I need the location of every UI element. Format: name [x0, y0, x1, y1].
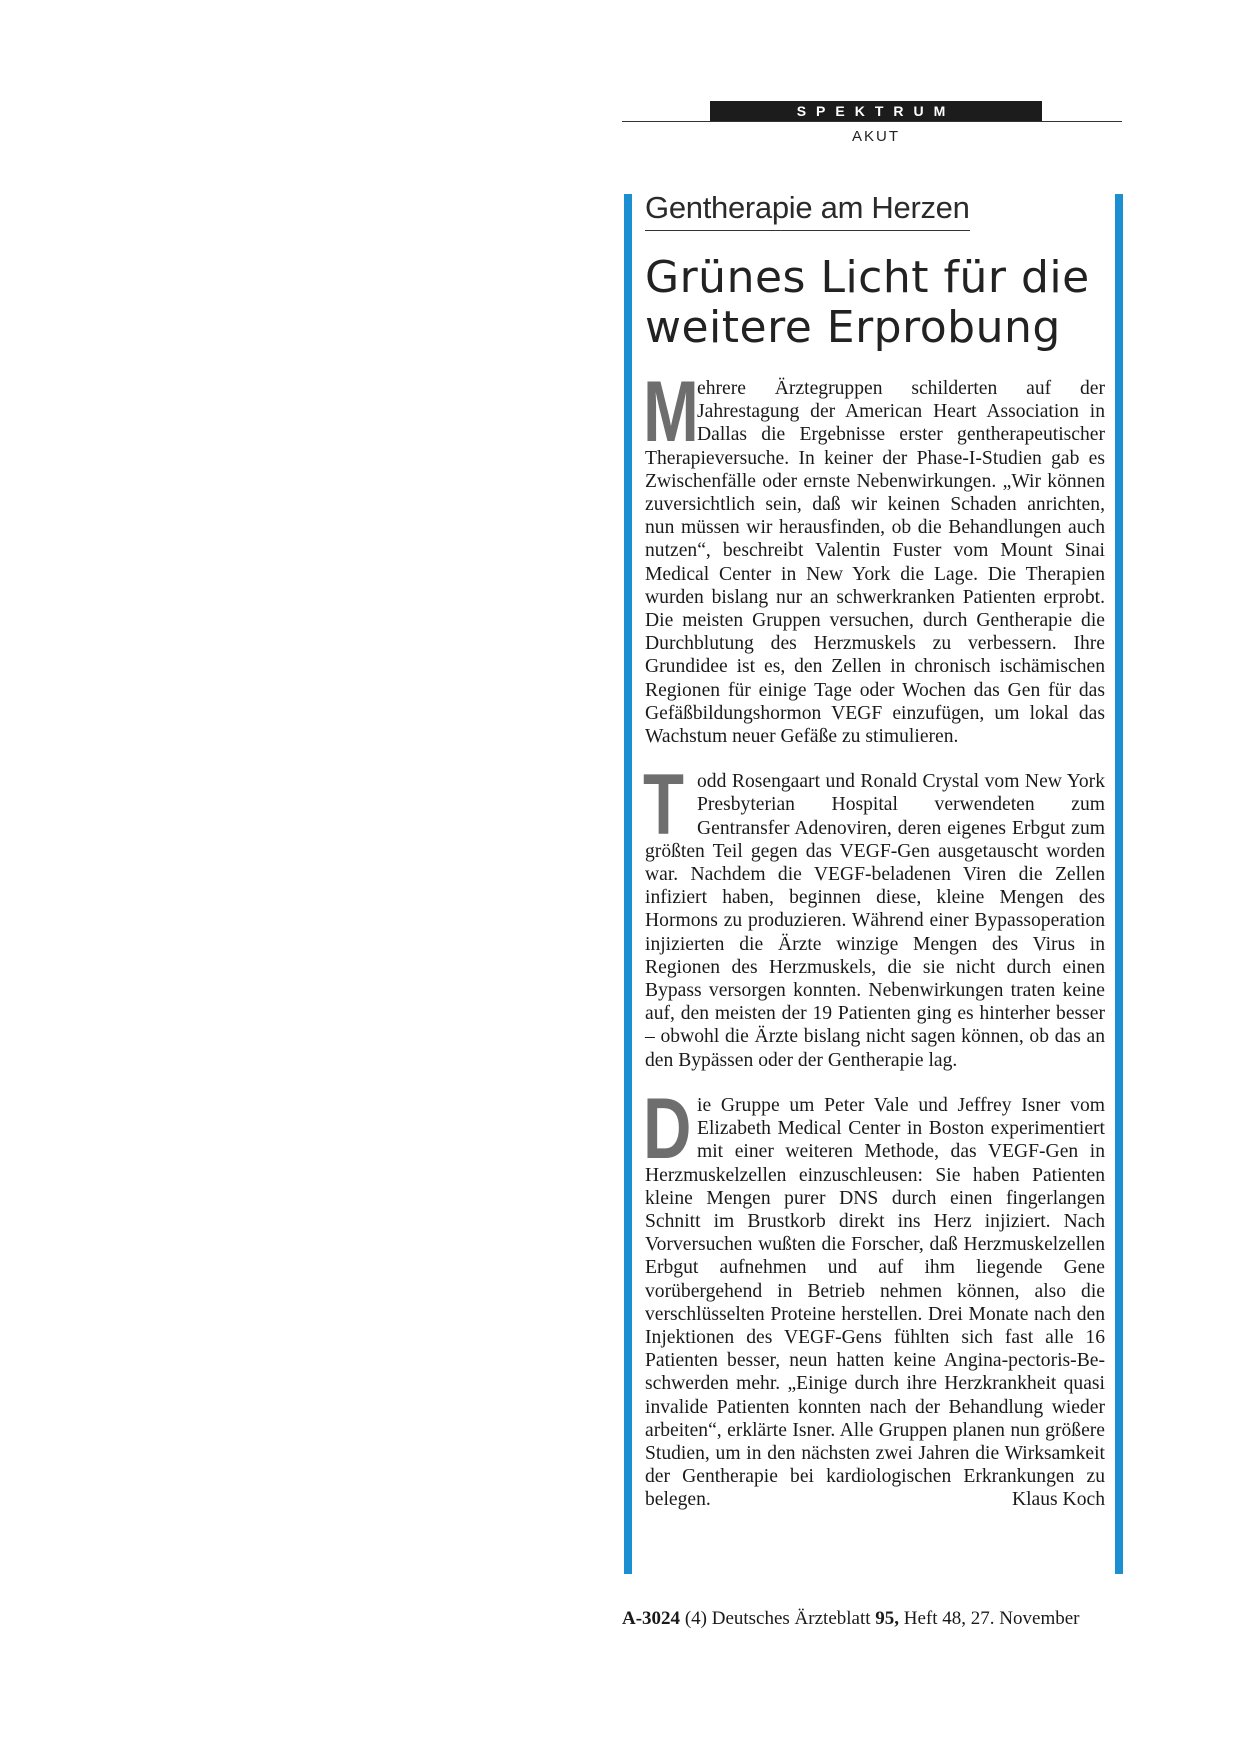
- header-rule: [622, 121, 1122, 122]
- dropcap: D: [643, 1080, 692, 1177]
- article-paragraph: [643, 1080, 1105, 1512]
- paragraph-text: ie Gruppe um Peter Vale und Jeffrey Isner vom Elizabeth Medical Center in Boston experimentiert mit einer weiteren Methode, das VEGF-Gen in Herzmuskelzellen einzuschleusen: Sie haben Patienten kleine Mengen purer DNS durch einen fingerlangen Schnitt im Brustkorb direkt ins Herz injiziert. Nach Vorversuchen wußten die Forscher, daß Herzmuskelzellen Erbgut aufnehmen und auf ihm liegende Gene vorübergehend in Betrieb nehmen können, also die verschlüsselten Proteine herstellen. Drei Monate nach den Injektionen des VEGF-Gens fühlten sich fast alle 16 Patienten besser, neun hatten keine Angina-pectoris-Beschwerden mehr. „Einige durch ihre Herzkrankheit quasi invalide Patienten konnten nach der Behandlung wieder arbeiten“, erklärte Isner. Alle Gruppen planen nun größere Studien, um in den nächsten zwei Jahren die Wirksamkeit der Gentherapie bei kardiologischen Erkrankungen zu belegen.: [645, 1094, 1105, 1511]
- article-accent-bar-left: [624, 194, 632, 1574]
- dropcap: T: [643, 757, 684, 854]
- article-kicker: Gentherapie am Herzen: [645, 190, 970, 231]
- paragraph-text: odd Rosengaart und Ronald Crystal vom New York Presbyterian Hospital verwendeten zum Gentransfer Adenoviren, deren eigenes Erbgut zum größten Teil gegen das VEGF-Gen ausgetauscht worden war. Nachdem die VEGF-beladenen Viren die Zellen infiziert haben, beginnen diese, kleine Mengen des Hormons zu produzieren. Während einer Bypassoperation injizierten die Ärzte winzige Mengen des Virus in Regionen des Herzmuskels, die sie nicht durch einen Bypass versorgen konnten. Nebenwirkungen traten keine auf, den meisten der 19 Patienten ging es hinterher besser – obwohl die Ärzte bislang nicht sagen können, ob das an den Bypässen oder der Gentherapie lag.: [645, 771, 1105, 1071]
- headline-line-1: Grünes Licht für die: [645, 252, 1090, 303]
- article-paragraph: [643, 364, 1105, 748]
- page-number: A-3024: [622, 1608, 681, 1629]
- dropcap: M: [643, 364, 699, 460]
- article-accent-bar-right: [1115, 194, 1123, 1574]
- article-headline: [645, 253, 1105, 353]
- headline-line-2: weitere Erprobung: [645, 302, 1061, 353]
- section-subtitle: AKUT: [851, 128, 900, 145]
- footer-issue-prefix: (4) Deutsches Ärzteblatt: [680, 1608, 876, 1629]
- footer-volume: 95,: [875, 1608, 900, 1629]
- article-paragraph: [643, 757, 1105, 1072]
- article: [645, 190, 1105, 1534]
- paragraph-text: ehrere Ärztegruppen schilderten auf der Jahrestagung der American Heart Association in Dallas die Ergebnisse erster gentherapeutischer Therapieversuche. In keiner der Phase-I-Studien gab es Zwischenfälle oder ernste Nebenwirkungen. „Wir können zuversichtlich sein, daß wir keinen Schaden anrichten, nun müssen wir herausfinden, ob die Behandlungen auch nutzen“, beschreibt Valentin Fuster vom Mount Sinai Medical Center in New York die Lage. Die Therapien wurden bislang nur an schwerkranken Patienten erprobt. Die meisten Gruppen versuchen, durch Gentherapie die Durchblutung des Herzmuskels zu verbessern. Ihre Grundidee ist es, den Zellen in chronisch ischämischen Regionen für einige Tage oder Wochen das Gen für das Gefäßbildungshormon VEGF einzufügen, um lokal das Wachstum neuer Gefäße zu stimulieren.: [645, 378, 1105, 748]
- page-footer: [622, 1608, 1080, 1630]
- footer-issue-suffix: Heft 48, 27. November: [899, 1608, 1080, 1629]
- article-author: Klaus Koch: [1011, 1489, 1105, 1511]
- section-title: SPEKTRUM: [710, 101, 1042, 121]
